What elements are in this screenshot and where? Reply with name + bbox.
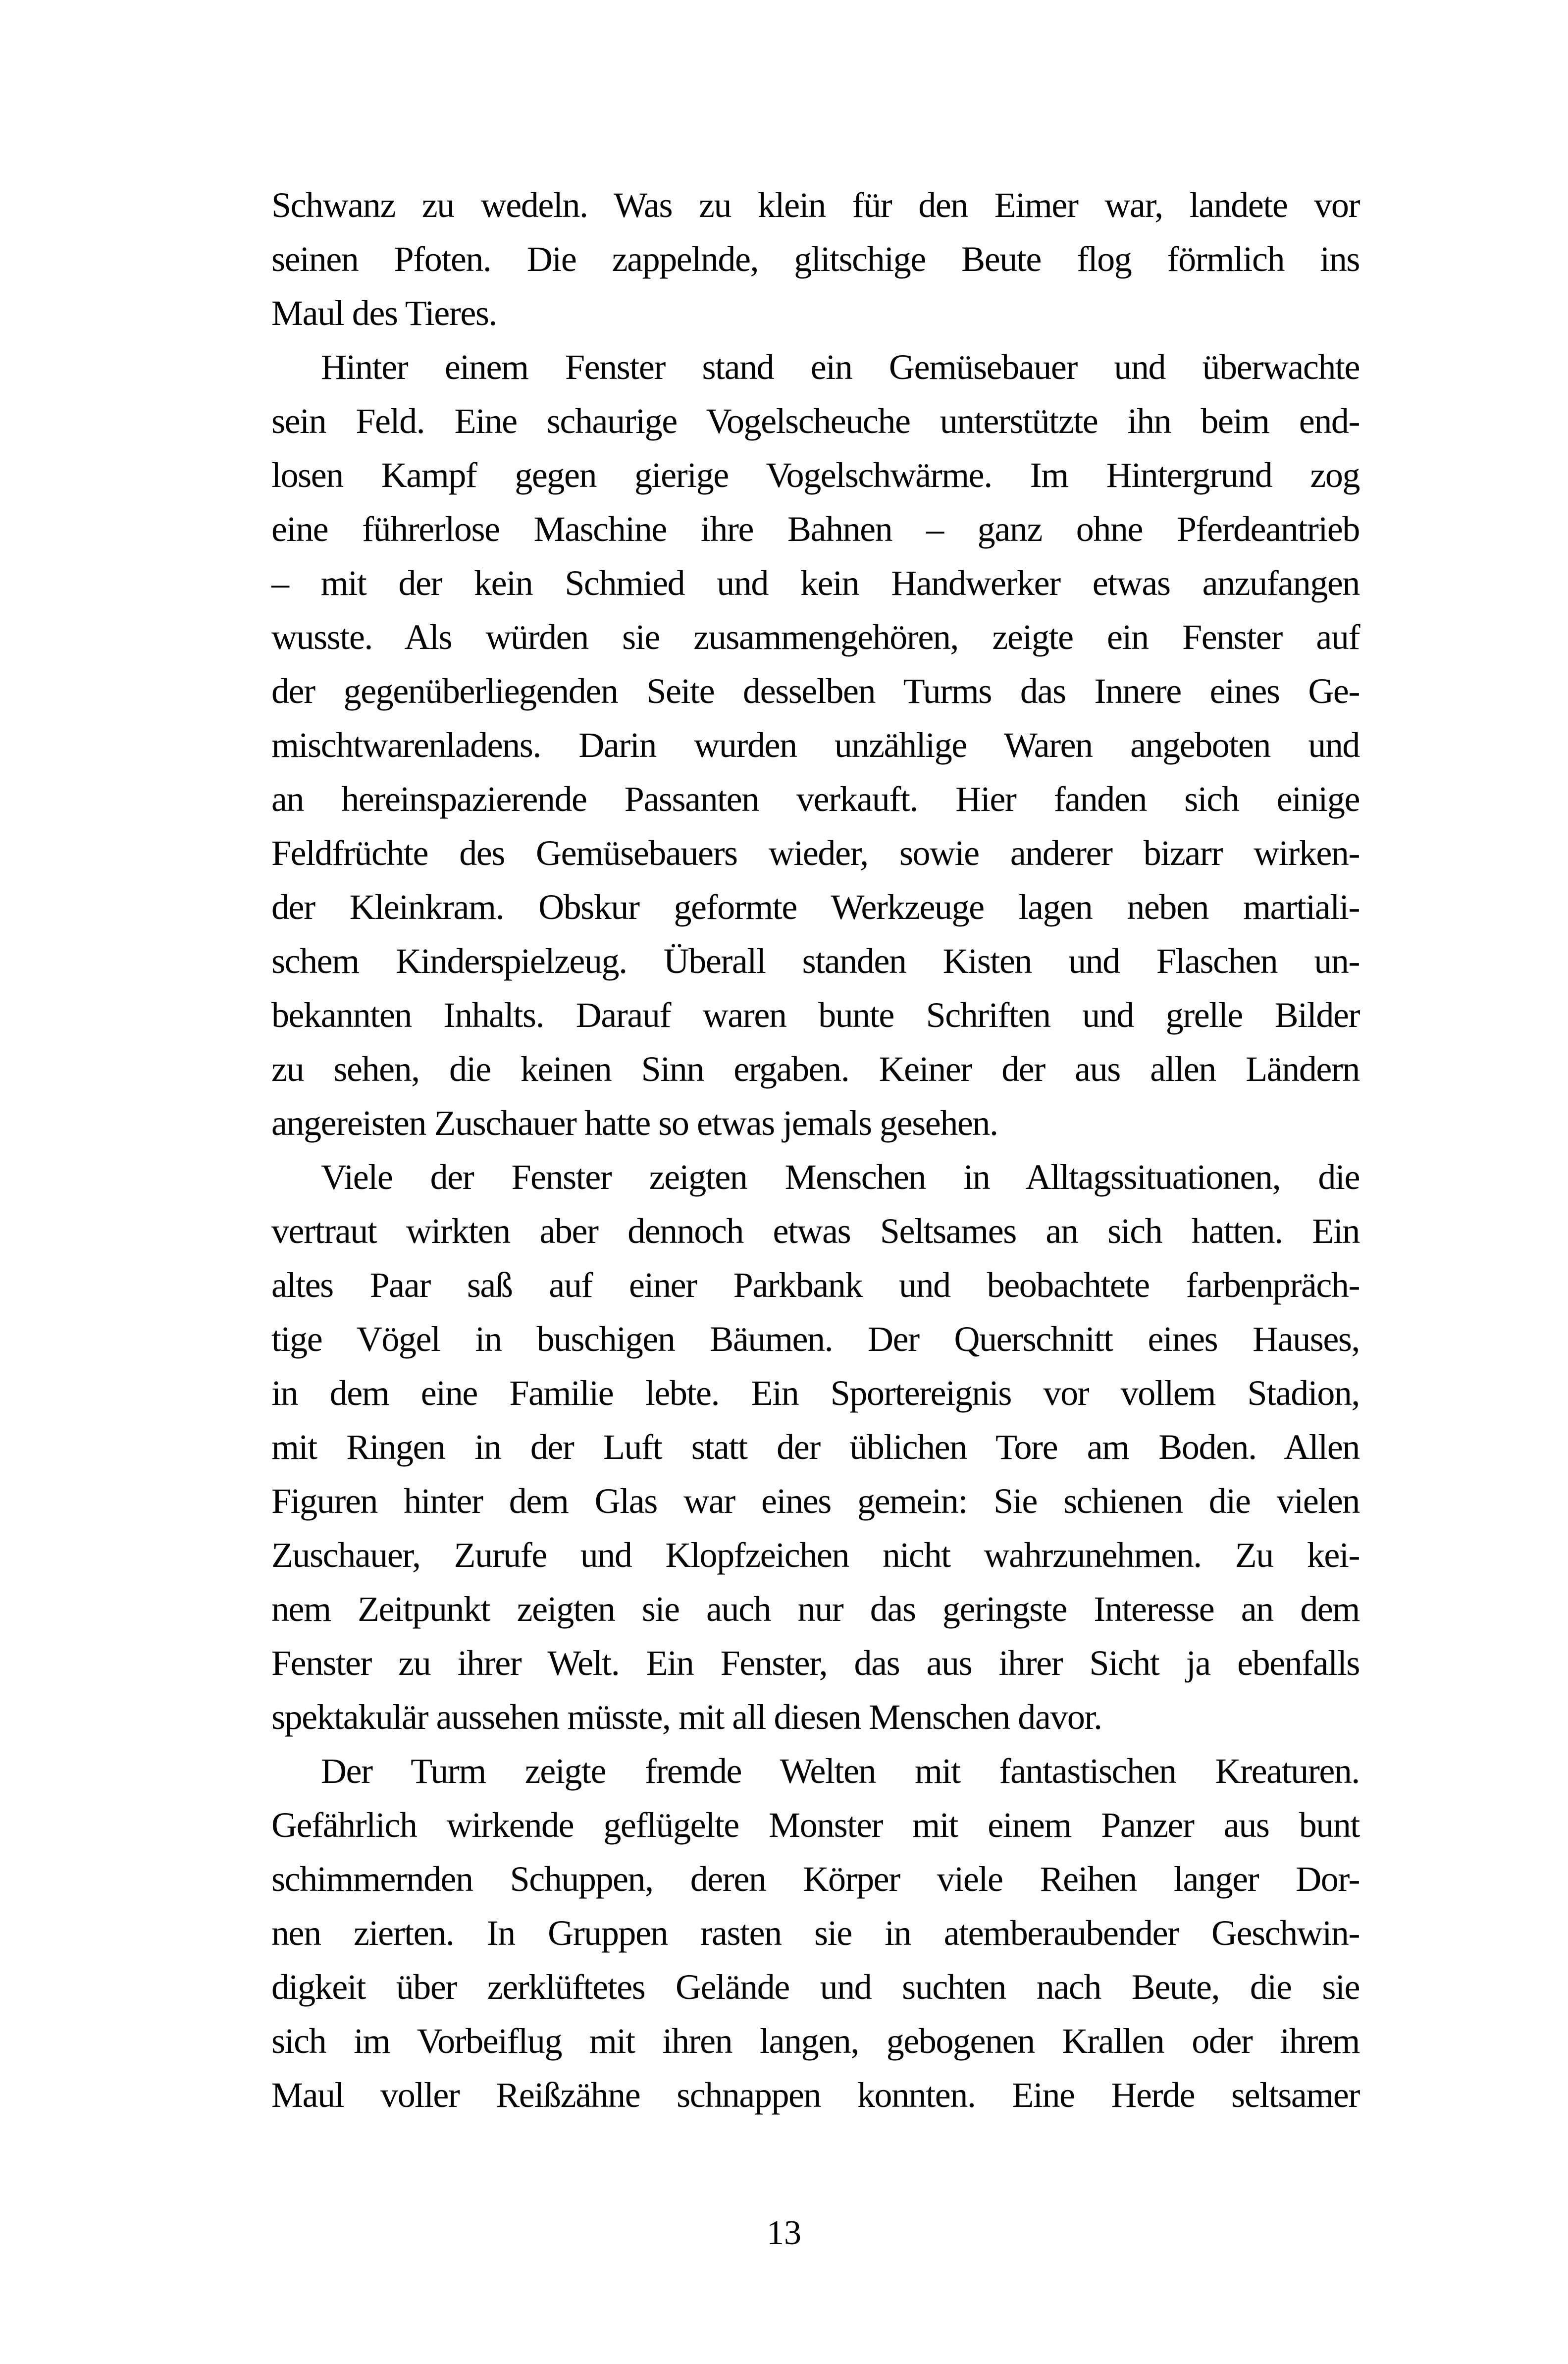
text-line: spektakulär aussehen müsste, mit all diesen Menschen davor. xyxy=(271,1697,1102,1737)
page-number: 13 xyxy=(767,2214,801,2252)
text-line: – mit der kein Schmied und kein Handwerker etwas anzufangen xyxy=(271,563,1359,603)
text-line: seinen Pfoten. Die zappelnde, glitschige Beute flog förmlich ins xyxy=(271,239,1359,279)
text-line: Gefährlich wirkende geflügelte Monster mit einem Panzer aus bunt xyxy=(271,1805,1359,1845)
text-line: Maul des Tieres. xyxy=(271,293,497,333)
text-line: losen Kampf gegen gierige Vogelschwärme. Im Hintergrund zog xyxy=(271,455,1359,495)
text-line: bekannten Inhalts. Darauf waren bunte Schriften und grelle Bilder xyxy=(271,995,1359,1035)
text-line: vertraut wirkten aber dennoch etwas Seltsames an sich hatten. Ein xyxy=(271,1211,1359,1251)
text-line: mit Ringen in der Luft statt der üblichen Tore am Boden. Allen xyxy=(271,1427,1359,1467)
text-line: der Kleinkram. Obskur geformte Werkzeuge lagen neben martiali- xyxy=(271,887,1359,927)
text-line: altes Paar saß auf einer Parkbank und beobachtete farbenpräch- xyxy=(271,1265,1359,1305)
text-line: zu sehen, die keinen Sinn ergaben. Keiner der aus allen Ländern xyxy=(271,1049,1359,1089)
text-line: Feldfrüchte des Gemüsebauers wieder, sowie anderer bizarr wirken- xyxy=(271,833,1359,873)
text-line: tige Vögel in buschigen Bäumen. Der Querschnitt eines Hauses, xyxy=(271,1319,1359,1359)
text-line: Hinter einem Fenster stand ein Gemüsebauer und überwachte xyxy=(321,347,1359,387)
text-line: Der Turm zeigte fremde Welten mit fantastischen Kreaturen. xyxy=(321,1751,1359,1791)
text-line: nen zierten. In Gruppen rasten sie in atemberaubender Geschwin- xyxy=(271,1913,1359,1953)
text-line: mischtwarenladens. Darin wurden unzählige Waren angeboten und xyxy=(271,725,1359,765)
text-line: der gegenüberliegenden Seite desselben Turms das Innere eines Ge- xyxy=(271,671,1359,711)
text-line: Maul voller Reißzähne schnappen konnten. Eine Herde seltsamer xyxy=(271,2075,1359,2115)
text-line: schem Kinderspielzeug. Überall standen Kisten und Flaschen un- xyxy=(271,941,1359,981)
text-line: wusste. Als würden sie zusammengehören, zeigte ein Fenster auf xyxy=(271,617,1359,657)
text-line: eine führerlose Maschine ihre Bahnen – ganz ohne Pferdeantrieb xyxy=(271,509,1359,549)
text-line: in dem eine Familie lebte. Ein Sportereignis vor vollem Stadion, xyxy=(271,1373,1359,1413)
text-line: Schwanz zu wedeln. Was zu klein für den Eimer war, landete vor xyxy=(271,185,1359,225)
text-line: sein Feld. Eine schaurige Vogelscheuche unterstützte ihn beim end- xyxy=(271,401,1359,441)
text-line: an hereinspazierende Passanten verkauft. Hier fanden sich einige xyxy=(271,779,1359,819)
text-line: Fenster zu ihrer Welt. Ein Fenster, das aus ihrer Sicht ja ebenfalls xyxy=(271,1643,1359,1683)
text-line: Viele der Fenster zeigten Menschen in Alltagssituationen, die xyxy=(321,1157,1359,1197)
text-line: Zuschauer, Zurufe und Klopfzeichen nicht wahrzunehmen. Zu kei- xyxy=(271,1535,1359,1575)
page-text xyxy=(271,178,1359,2122)
text-line: schimmernden Schuppen, deren Körper viele Reihen langer Dor- xyxy=(271,1859,1359,1899)
text-line: nem Zeitpunkt zeigten sie auch nur das geringste Interesse an dem xyxy=(271,1589,1359,1629)
text-line: Figuren hinter dem Glas war eines gemein: Sie schienen die vielen xyxy=(271,1481,1359,1521)
text-line: sich im Vorbeiflug mit ihren langen, gebogenen Krallen oder ihrem xyxy=(271,2021,1359,2061)
text-line: angereisten Zuschauer hatte so etwas jemals gesehen. xyxy=(271,1103,998,1143)
text-line: digkeit über zerklüftetes Gelände und suchten nach Beute, die sie xyxy=(271,1967,1359,2007)
